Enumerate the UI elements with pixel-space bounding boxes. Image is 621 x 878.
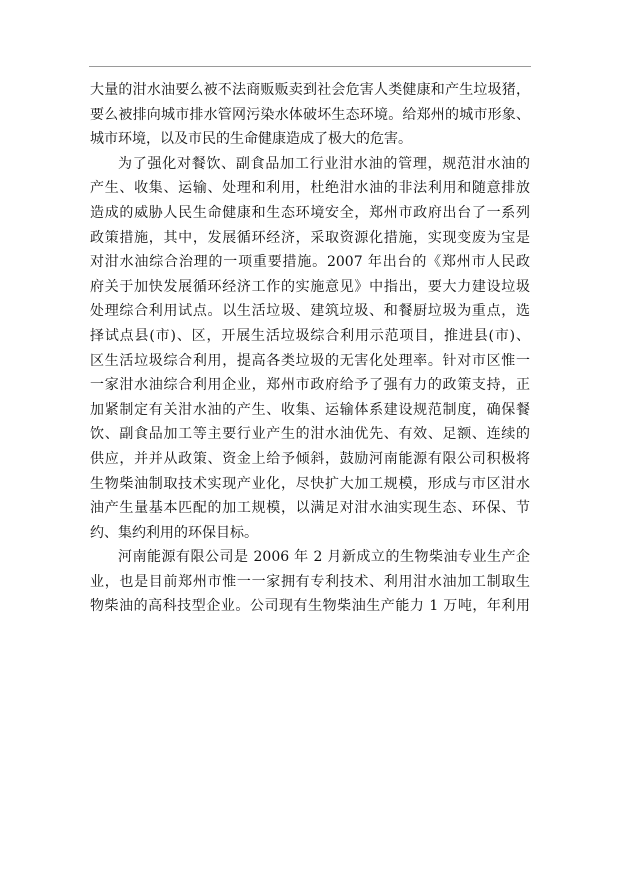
paragraph (90, 78, 530, 152)
text-line: 一家泔水油综合利用企业，郑州市政府给予了强有力的政策支持，正 (90, 377, 530, 394)
header-rule (89, 66, 531, 67)
text-line: 造成的威胁人民生命健康和生态环境安全，郑州市政府出台了一系列 (90, 204, 530, 221)
text-line: 加紧制定有关泔水油的产生、收集、运输体系建设规范制度，确保餐 (90, 401, 530, 418)
text-line: 府关于加快发展循环经济工作的实施意见》中指出，要大力建设垃圾 (90, 278, 530, 295)
text-line: 物柴油的高科技型企业。公司现有生物柴油生产能力 1 万吨，年利用 (90, 598, 530, 615)
text-line: 生物柴油制取技术实现产业化，尽快扩大加工规模，形成与市区泔水 (90, 475, 530, 492)
text-line: 择试点县(市)、区，开展生活垃圾综合利用示范项目，推进县(市)、 (90, 327, 530, 344)
text-line: 大量的泔水油要么被不法商贩贩卖到社会危害人类健康和产生垃圾猪， (90, 82, 530, 98)
text-line: 对泔水油综合治理的一项重要措施。2007 年出台的《郑州市人民政 (90, 254, 530, 271)
body-text (90, 78, 530, 619)
text-line: 业，也是目前郑州市惟一一家拥有专利技术、利用泔水油加工制取生 (90, 573, 530, 590)
text-line: 为了强化对餐饮、副食品加工行业泔水油的管理，规范泔水油的 (118, 155, 530, 172)
text-line: 要么被排向城市排水管网污染水体破坏生态环境。给郑州的城市形象、 (90, 106, 530, 123)
text-line: 河南能源有限公司是 2006 年 2 月新成立的生物柴油专业生产企 (118, 549, 530, 566)
text-line: 产生、收集、运输、处理和利用，杜绝泔水油的非法利用和随意排放 (90, 180, 530, 197)
text-line: 饮、副食品加工等主要行业产生的泔水油优先、有效、足额、连续的 (90, 426, 530, 443)
text-line: 处理综合利用试点。以生活垃圾、建筑垃圾、和餐厨垃圾为重点，选 (90, 303, 530, 320)
text-line: 油产生量基本匹配的加工规模，以满足对泔水油实现生态、环保、节 (90, 500, 530, 517)
text-line: 区生活垃圾综合利用，提高各类垃圾的无害化处理率。针对市区惟一 (90, 352, 530, 369)
text-line: 城市环境，以及市民的生命健康造成了极大的危害。 (90, 131, 412, 148)
paragraph (90, 152, 530, 546)
text-line: 供应，并并从政策、资金上给予倾斜，鼓励河南能源有限公司积极将 (90, 450, 530, 467)
text-line: 政策措施，其中，发展循环经济，采取资源化措施，实现变废为宝是 (90, 229, 530, 246)
text-line: 约、集约利用的环保目标。 (90, 524, 258, 541)
paragraph (90, 545, 530, 619)
